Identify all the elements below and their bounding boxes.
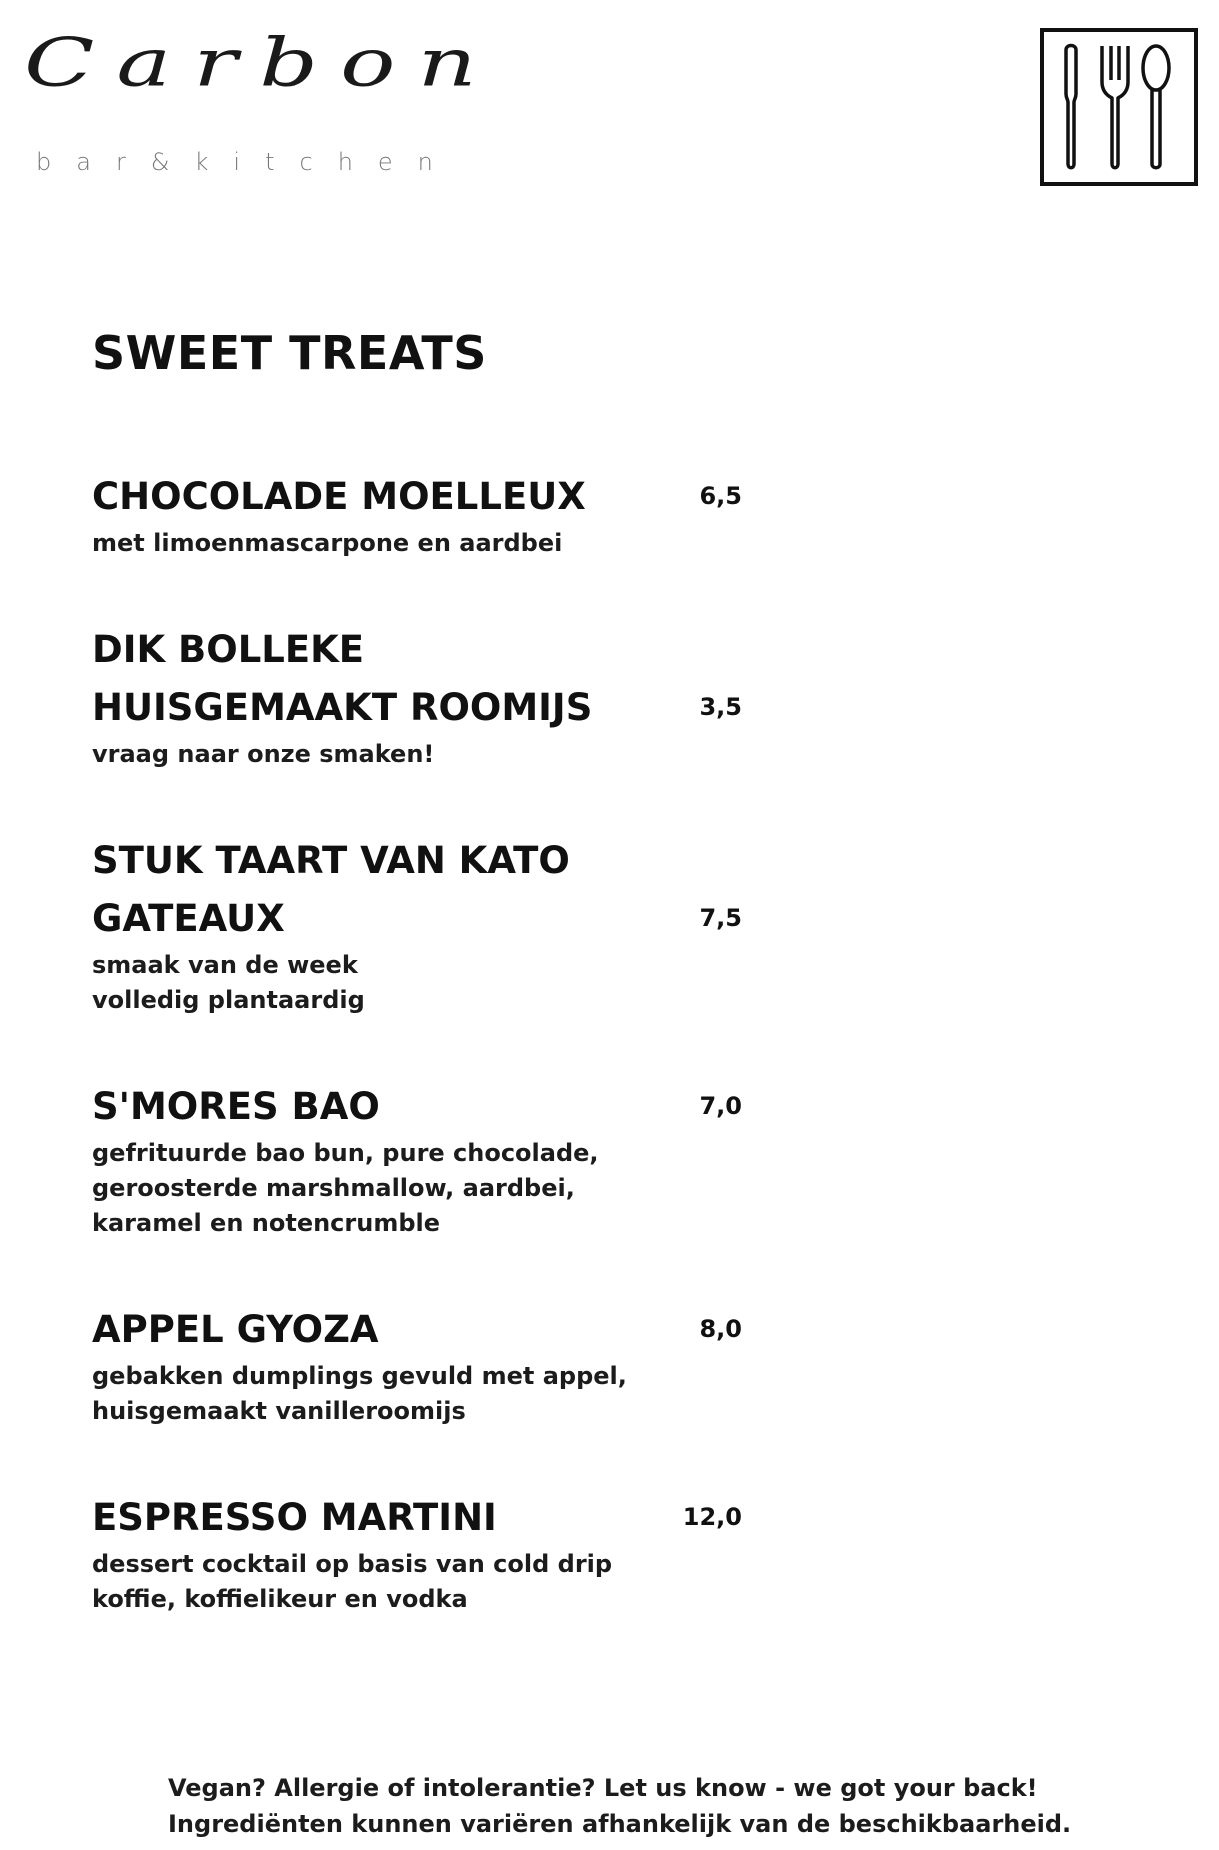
item-price: 7,0: [699, 1092, 742, 1120]
item-description: smaak van de week volledig plantaardig: [92, 951, 365, 1014]
logo-script-text: Carbon: [24, 24, 499, 102]
cutlery-icon: [1040, 28, 1198, 186]
menu-item: [92, 468, 742, 561]
menu-item: [92, 621, 742, 772]
item-price: 3,5: [699, 693, 742, 721]
item-description: met limoenmascarpone en aardbei: [92, 529, 563, 557]
menu-item: [92, 1301, 742, 1429]
item-description: gefrituurde bao bun, pure chocolade, geroosterde marshmallow, aardbei, karamel en notencrumble: [92, 1139, 599, 1237]
menu-list: [92, 468, 742, 1677]
item-description: vraag naar onze smaken!: [92, 740, 435, 768]
item-name: DIK BOLLEKE HUISGEMAAKT ROOMIJS: [92, 628, 593, 729]
item-name: STUK TAART VAN KATO GATEAUX: [92, 839, 570, 940]
item-description: gebakken dumplings gevuld met appel, huisgemaakt vanilleroomijs: [92, 1362, 627, 1425]
item-name: CHOCOLADE MOELLEUX: [92, 475, 586, 518]
footer-line: Vegan? Allergie of intolerantie? Let us know - we got your back!: [168, 1774, 1038, 1802]
item-price: 8,0: [699, 1315, 742, 1343]
item-description: dessert cocktail op basis van cold drip koffie, koffielikeur en vodka: [92, 1550, 613, 1613]
logo-subtitle: bar&kitchen: [36, 148, 458, 176]
section-title: SWEET TREATS: [92, 326, 487, 380]
item-price: 7,5: [699, 904, 742, 932]
item-name: APPEL GYOZA: [92, 1308, 379, 1351]
item-price: 12,0: [682, 1503, 742, 1531]
brand-logo: [24, 24, 499, 190]
item-name: ESPRESSO MARTINI: [92, 1496, 497, 1539]
footer-line: Ingrediënten kunnen variëren afhankelijk van de beschikbaarheid.: [168, 1810, 1072, 1838]
item-name: S'MORES BAO: [92, 1085, 380, 1128]
menu-item: [92, 1489, 742, 1617]
item-price: 6,5: [699, 482, 742, 510]
menu-item: [92, 832, 742, 1018]
allergy-footer: [168, 1770, 1071, 1842]
menu-item: [92, 1078, 742, 1241]
